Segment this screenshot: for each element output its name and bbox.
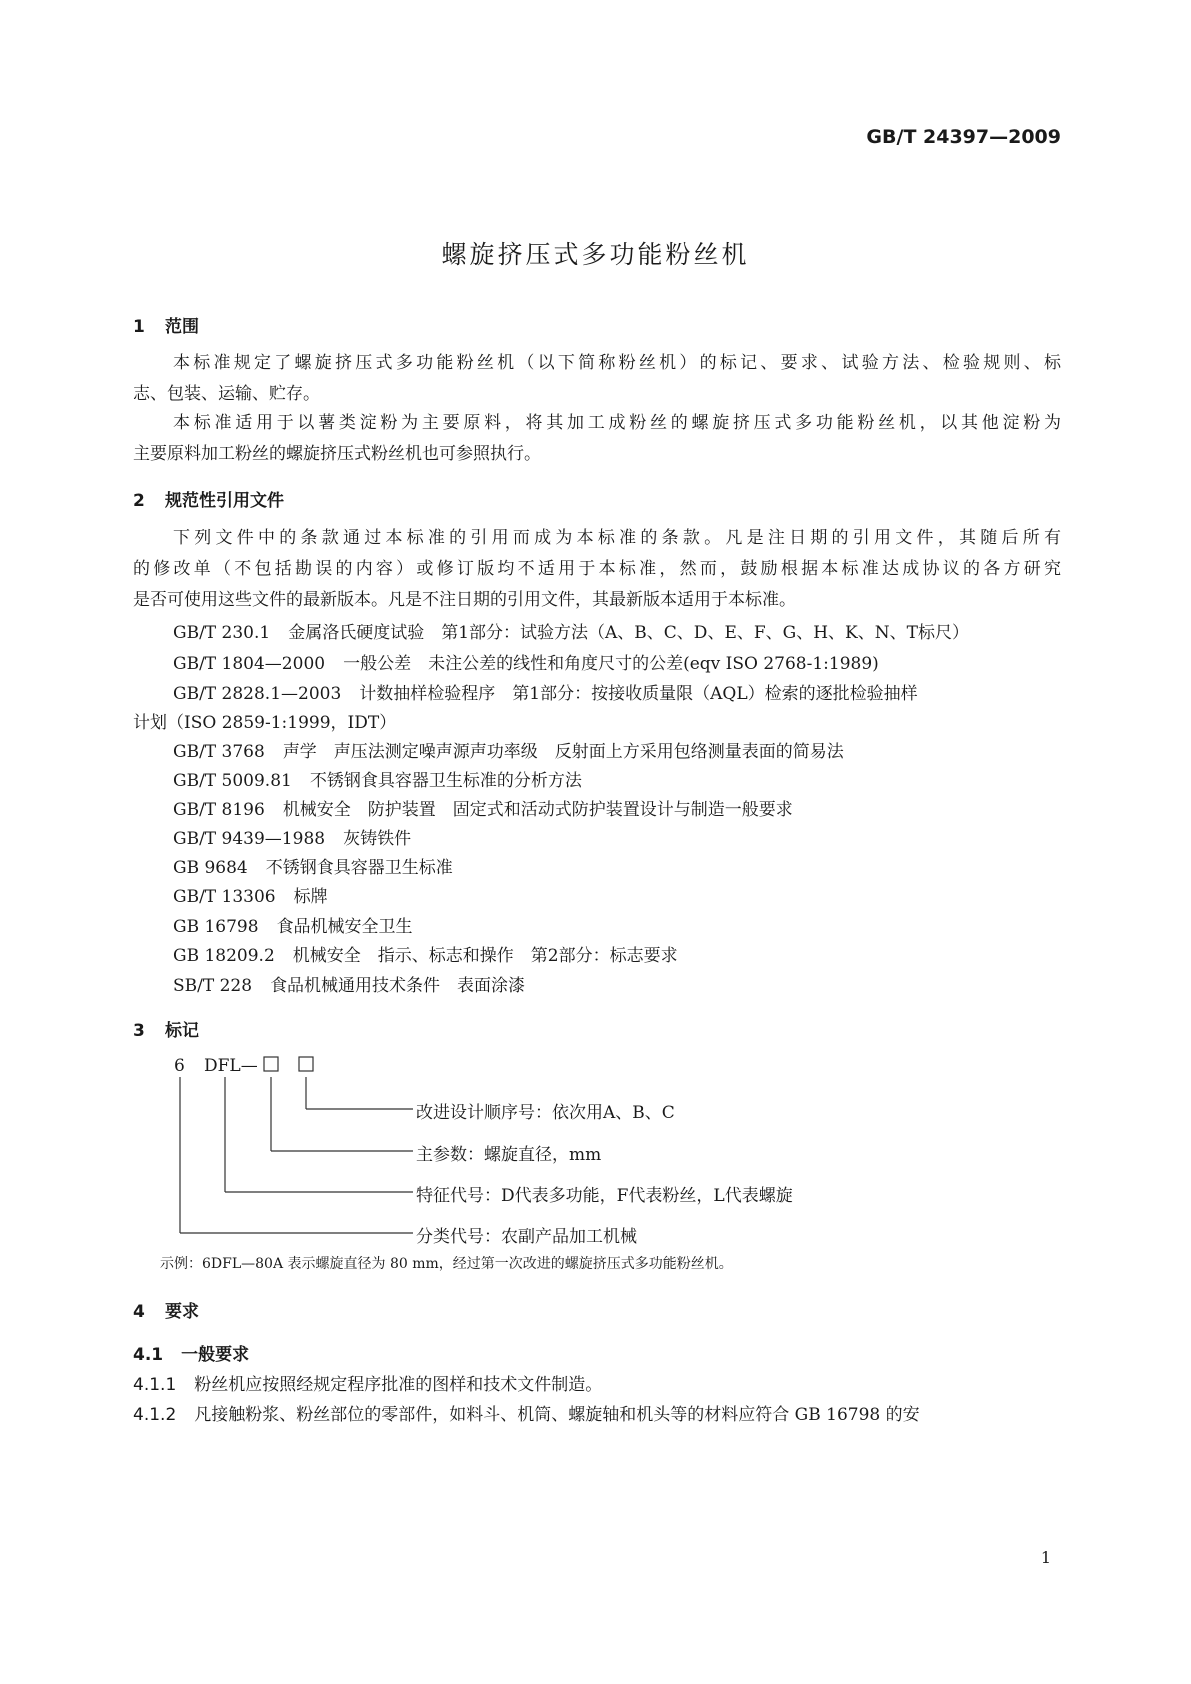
- reference-title: 声学 声压法测定噪声源声功率级 反射面上方采用包络测量表面的简易法: [282, 742, 844, 762]
- reference-code: GB/T 9439—1988: [173, 829, 326, 849]
- reference-code: GB/T 2828.1—2003: [173, 684, 342, 704]
- reference-code: GB 16798: [173, 917, 259, 937]
- clause-text: 粉丝机应按照经规定程序批准的图样和技术文件制造。: [194, 1375, 603, 1395]
- reference-code: GB/T 1804—2000: [173, 654, 326, 674]
- clause-text: 凡接触粉浆、粉丝部位的零部件，如料斗、机筒、螺旋轴和机头等的材料应符合 GB 16798 的安: [194, 1405, 920, 1425]
- marking-label-parameter: 主参数：螺旋直径，mm: [416, 1145, 602, 1165]
- section-number: 3: [133, 1021, 145, 1041]
- text-line: 志、包装、运输、贮存。: [133, 384, 320, 404]
- clause-number: 4.1: [133, 1345, 164, 1365]
- text-line: 下列文件中的条款通过本标准的引用而成为本标准的条款。凡是注日期的引用文件，其随后所有: [173, 528, 1061, 548]
- section-title: 标记: [165, 1021, 199, 1041]
- reference-code: SB/T 228: [173, 976, 253, 996]
- reference-title: 机械安全 防护装置 固定式和活动式防护装置设计与制造一般要求: [282, 800, 793, 820]
- reference-title: 一般公差 未注公差的线性和角度尺寸的公差(eqv ISO 2768-1:1989): [343, 654, 879, 674]
- section-4-heading: [133, 1297, 199, 1322]
- reference-code: GB/T 3768: [173, 742, 265, 762]
- section-number: 4: [133, 1302, 145, 1322]
- standard-number: GB/T 24397—2009: [866, 126, 1061, 148]
- text-line: 的修改单（不包括勘误的内容）或修订版均不适用于本标准，然而，鼓励根据本标准达成协议的各方研究: [133, 559, 1061, 579]
- reference-title: 食品机械通用技术条件 表面涂漆: [270, 976, 526, 996]
- reference-title: 金属洛氏硬度试验 第1部分：试验方法（A、B、C、D、E、F、G、H、K、N、T标尺）: [288, 623, 969, 643]
- placeholder-box-revision: [299, 1057, 313, 1071]
- clause-number: 4.1.1: [133, 1375, 177, 1395]
- reference-code: GB/T 8196: [173, 800, 265, 820]
- section-title: 范围: [165, 317, 199, 337]
- reference-code: GB 9684: [173, 858, 248, 878]
- marking-label-revision: 改进设计顺序号：依次用A、B、C: [416, 1103, 675, 1123]
- section-number: 2: [133, 491, 145, 511]
- marking-prefix-6: 6: [174, 1056, 185, 1076]
- section-number: 1: [133, 317, 145, 337]
- marking-example: 示例：6DFL—80A 表示螺旋直径为 80 mm，经过第一次改进的螺旋挤压式多功能粉丝机。: [160, 1256, 733, 1272]
- text-line: 本标准适用于以薯类淀粉为主要原料，将其加工成粉丝的螺旋挤压式多功能粉丝机，以其他淀粉为: [173, 413, 1061, 433]
- document-title: 螺旋挤压式多功能粉丝机: [441, 240, 750, 269]
- clause-number: 4.1.2: [133, 1405, 177, 1425]
- reference-title: 不锈钢食具容器卫生标准的分析方法: [309, 771, 582, 791]
- marking-label-feature: 特征代号：D代表多功能，F代表粉丝，L代表螺旋: [416, 1186, 793, 1206]
- reference-title: 机械安全 指示、标志和操作 第2部分：标志要求: [292, 946, 678, 966]
- reference-title: 食品机械安全卫生: [276, 917, 413, 937]
- page-number: 1: [1040, 1548, 1051, 1567]
- text-line: 主要原料加工粉丝的螺旋挤压式粉丝机也可参照执行。: [133, 444, 541, 464]
- reference-title: 不锈钢食具容器卫生标准: [265, 858, 453, 878]
- reference-code: GB/T 13306: [173, 887, 276, 907]
- reference-code: GB 18209.2: [173, 946, 275, 966]
- clause-4-1-1: [133, 1370, 602, 1395]
- placeholder-box-parameter: [264, 1057, 278, 1071]
- text-line: 本标准规定了螺旋挤压式多功能粉丝机（以下简称粉丝机）的标记、要求、试验方法、检验规则、标: [173, 353, 1061, 373]
- section-title: 要求: [165, 1302, 199, 1322]
- reference-title: 计划（ISO 2859-1:1999，IDT）: [133, 713, 397, 733]
- clause-title: 一般要求: [181, 1345, 250, 1365]
- clause-4-1-2: [133, 1400, 920, 1425]
- reference-code: GB/T 5009.81: [173, 771, 292, 791]
- reference-title: 灰铸铁件: [343, 829, 412, 849]
- reference-title: 标牌: [293, 887, 328, 907]
- clause-4-1: [133, 1340, 249, 1365]
- text-line: 是否可使用这些文件的最新版本。凡是不注日期的引用文件，其最新版本适用于本标准。: [133, 590, 796, 610]
- reference-title: 计数抽样检验程序 第1部分：按接收质量限（AQL）检索的逐批检验抽样: [359, 684, 918, 704]
- marking-prefix-dfl: DFL—: [204, 1056, 258, 1076]
- reference-code: GB/T 230.1: [173, 623, 271, 643]
- marking-label-category: 分类代号：农副产品加工机械: [416, 1227, 637, 1247]
- section-title: 规范性引用文件: [165, 491, 284, 511]
